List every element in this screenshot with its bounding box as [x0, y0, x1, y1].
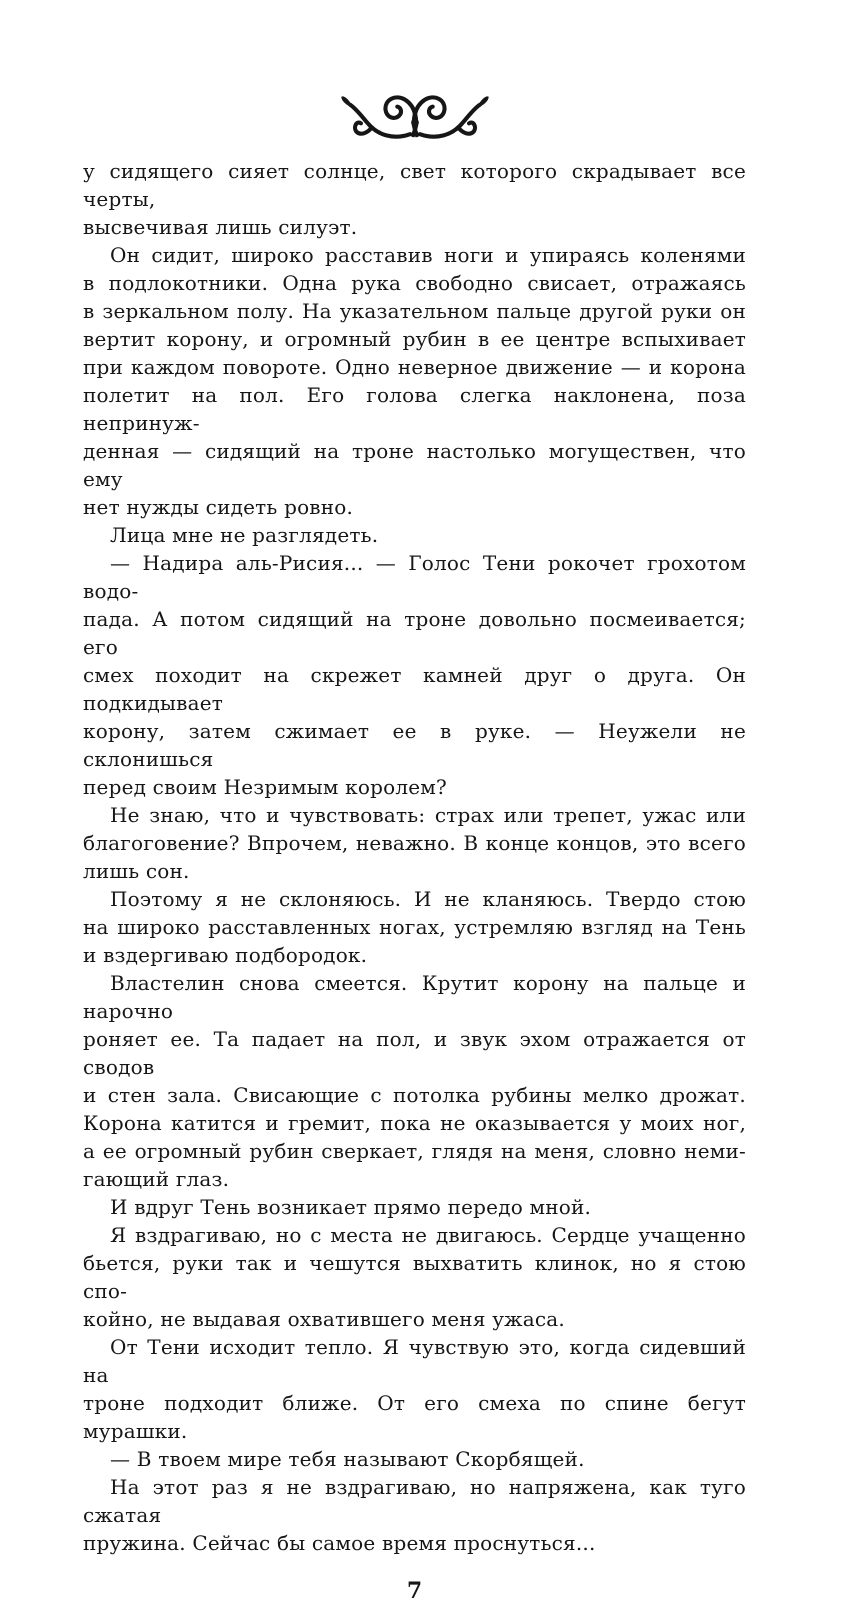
- text-line: а ее огромный рубин сверкает, глядя на меня, словно неми-: [83, 1139, 746, 1163]
- page-text: [83, 157, 746, 1557]
- page-number: 7: [406, 1578, 423, 1604]
- book-page: [0, 86, 856, 1604]
- text-line: денная — сидящий на троне настолько могуществен, что ему: [83, 439, 746, 491]
- text-line: бьется, руки так и чешутся выхватить клинок, но я стою спо-: [83, 1251, 746, 1303]
- text-line: корону, затем сжимает ее в руке. — Неужели не склонишься: [83, 719, 746, 771]
- text-line: и вздергиваю подбородок.: [83, 943, 368, 967]
- text-line: — В твоем мире тебя называют Скорбящей.: [110, 1447, 585, 1471]
- text-line: роняет ее. Та падает на пол, и звук эхом отражается от сводов: [83, 1027, 746, 1079]
- text-line: лишь сон.: [83, 859, 190, 883]
- text-line: смех походит на скрежет камней друг о друга. Он подкидывает: [83, 663, 746, 715]
- text-line: при каждом повороте. Одно неверное движение — и корона: [83, 355, 746, 379]
- text-line: койно, не выдавая охватившего меня ужаса.: [83, 1307, 565, 1331]
- text-line: пада. А потом сидящий на троне довольно посмеивается; его: [83, 607, 746, 659]
- text-line: на широко расставленных ногах, устремляю взгляд на Тень: [83, 915, 746, 939]
- text-line: троне подходит ближе. От его смеха по спине бегут мурашки.: [83, 1391, 746, 1443]
- text-line: вертит корону, и огромный рубин в ее центре вспыхивает: [83, 327, 746, 351]
- text-line: благоговение? Впрочем, неважно. В конце концов, это всего: [83, 831, 746, 855]
- text-line: высвечивая лишь силуэт.: [83, 215, 358, 239]
- text-line: в зеркальном полу. На указательном пальце другой руки он: [83, 299, 746, 323]
- text-line: полетит на пол. Его голова слегка наклонена, поза непринуж-: [83, 383, 746, 435]
- text-line: Властелин снова смеется. Крутит корону на пальце и нарочно: [83, 971, 746, 1023]
- text-line: в подлокотники. Одна рука свободно свисает, отражаясь: [83, 271, 746, 295]
- text-line: Он сидит, широко расставив ноги и упираясь коленями: [110, 243, 746, 267]
- text-line: Лица мне не разглядеть.: [110, 523, 379, 547]
- text-line: Я вздрагиваю, но с места не двигаюсь. Сердце учащенно: [110, 1223, 746, 1247]
- text-line: От Тени исходит тепло. Я чувствую это, когда сидевший на: [83, 1335, 746, 1387]
- text-line: и стен зала. Свисающие с потолка рубины мелко дрожат.: [83, 1083, 746, 1107]
- text-line: На этот раз я не вздрагиваю, но напряжена, как туго сжатая: [83, 1475, 746, 1527]
- text-line: И вдруг Тень возникает прямо передо мной.: [110, 1195, 592, 1219]
- text-line: — Надира аль-Рисия... — Голос Тени рокочет грохотом водо-: [83, 551, 746, 603]
- chapter-ornament: [83, 86, 746, 143]
- text-line: перед своим Незримым королем?: [83, 775, 447, 799]
- text-line: нет нужды сидеть ровно.: [83, 495, 354, 519]
- text-line: Поэтому я не склоняюсь. И не кланяюсь. Твердо стою: [110, 887, 746, 911]
- text-line: пружина. Сейчас бы самое время проснуться...: [83, 1531, 596, 1555]
- text-line: у сидящего сияет солнце, свет которого скрадывает все черты,: [83, 159, 746, 211]
- text-line: Корона катится и гремит, пока не оказывается у моих ног,: [83, 1111, 746, 1135]
- text-line: Не знаю, что и чувствовать: страх или трепет, ужас или: [110, 803, 746, 827]
- text-line: гающий глаз.: [83, 1167, 230, 1191]
- floral-flourish-icon: [341, 86, 489, 143]
